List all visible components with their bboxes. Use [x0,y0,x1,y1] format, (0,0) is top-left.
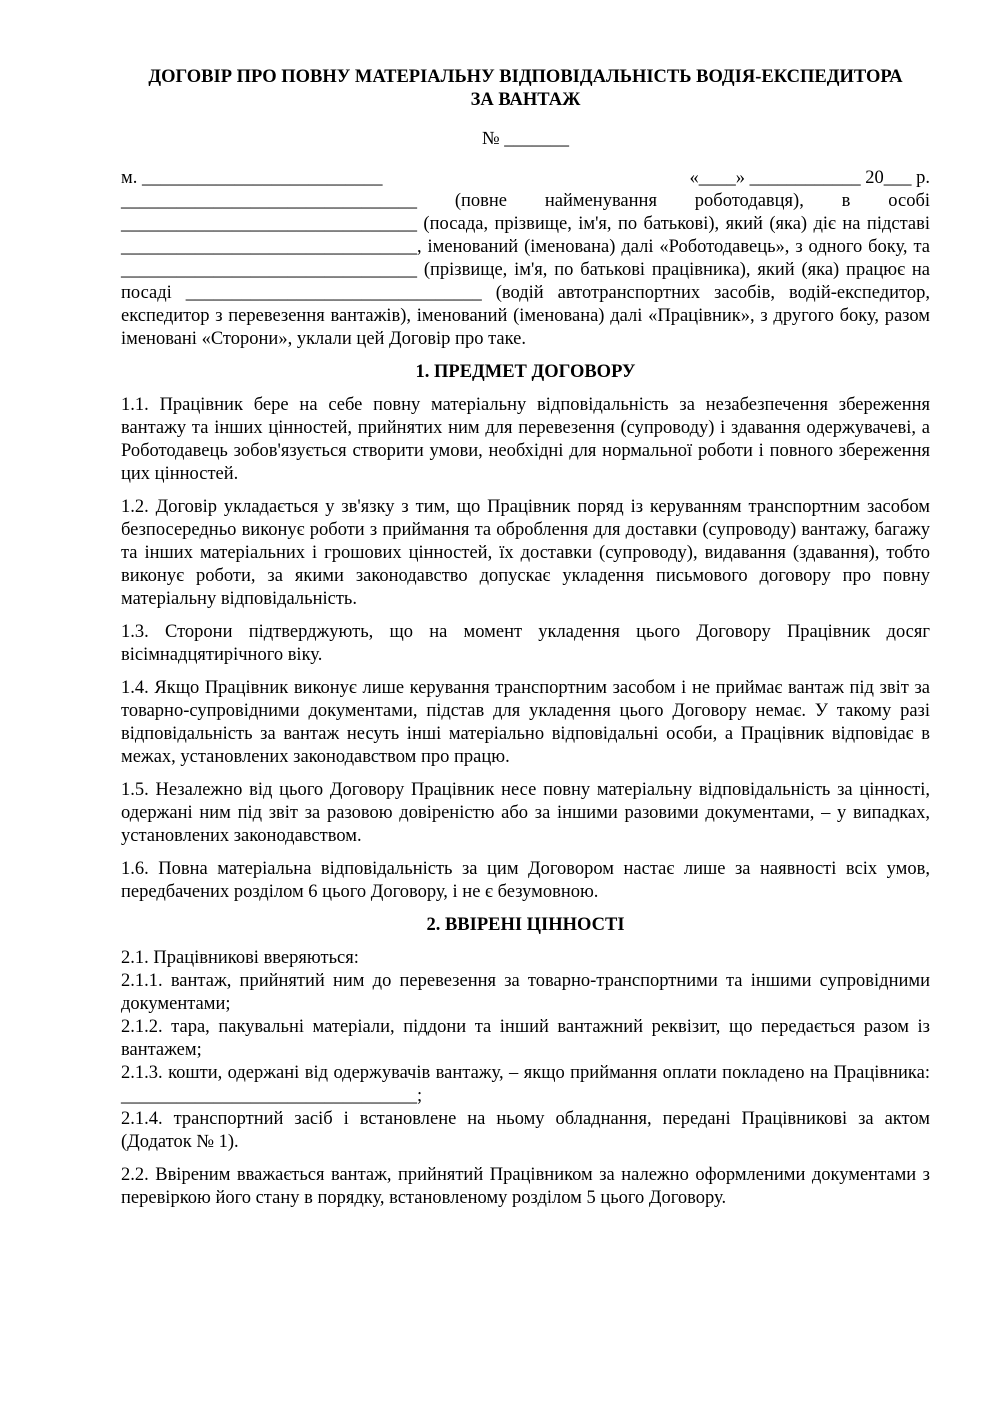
place-date-row [121,167,930,190]
document-page [121,66,930,1220]
clause-2-1-1: 2.1.1. вантаж, прийнятий ним до перевезення за товарно-транспортними та іншими супровідними документами; [121,971,930,1014]
section-2-heading: 2. ВВІРЕНІ ЦІННОСТІ [426,915,625,935]
clause-2-1-4: 2.1.4. транспортний засіб і встановлене на ньому обладнання, передані Працівникові за актом (Додаток № 1). [121,1109,930,1152]
parties-paragraph: ________________________________ (повне найменування роботодавця), в особі ________________________________ (посада, прізвище, ім'я, по батькові), який (яка) діє на підставі ________________________________, іменований (іменована) далі «Роботодавець», з одного боку, та ________________________________ (прізвище, ім'я, по батькові працівника), який (яка) працює на посаді ________________________________ (водій автотранспортних засобів, водій-експедитор, експедитор з перевезення вантажів), іменований (іменована) далі «Працівник», з другого боку, разом іменовані «Сторони», уклали цей Договір про таке. [121,191,930,349]
place-field: м. __________________________ [121,168,383,188]
clause-1-6: 1.6. Повна матеріальна відповідальність за цим Договором настає лише за наявності всіх умов, передбачених розділом 6 цього Договору, і не є безумовною. [121,859,930,902]
document-number: № _______ [481,129,570,149]
document-title: ДОГОВІР ПРО ПОВНУ МАТЕРІАЛЬНУ ВІДПОВІДАЛЬНІСТЬ ВОДІЯ-ЕКСПЕДИТОРА ЗА ВАНТАЖ [148,67,903,110]
clause-1-3: 1.3. Сторони підтверджують, що на момент укладення цього Договору Працівник досяг вісімнадцятирічного віку. [121,622,930,665]
clause-2-1-3: 2.1.3. кошти, одержані від одержувачів вантажу, – якщо приймання оплати покладено на Працівника: ________________________________; [121,1063,930,1106]
clause-1-1: 1.1. Працівник бере на себе повну матеріальну відповідальність за незабезпечення збереження вантажу та інших цінностей, прийнятих ним для перевезення (супроводу) і здавання одержувачеві, а Роботодавець зобов'язується створити умови, необхідні для нормальної роботи і повного збереження цих цінностей. [121,395,930,484]
clause-2-1: 2.1. Працівникові вверяються: [121,948,359,968]
clause-1-4: 1.4. Якщо Працівник виконує лише керування транспортним засобом і не приймає вантаж під звіт за товарно-супровідними документами, підстав для укладення цього Договору немає. У такому разі відповідальність за вантаж несуть інші матеріально відповідальні особи, а Працівник відповідає в межах, установлених законодавством про працю. [121,678,930,767]
clause-2-2: 2.2. Ввіреним вважається вантаж, прийнятий Працівником за належно оформленими документами з перевіркою його стану в порядку, встановленому розділом 5 цього Договору. [121,1165,930,1208]
section-1-heading: 1. ПРЕДМЕТ ДОГОВОРУ [415,362,636,382]
date-field: «____» ____________ 20___ р. [689,168,930,188]
clause-1-5: 1.5. Незалежно від цього Договору Працівник несе повну матеріальну відповідальність за цінності, одержані ним під звіт за разовою довіреністю або за іншими разовими документами, – у випадках, установлених законодавством. [121,780,930,846]
clause-2-1-2: 2.1.2. тара, пакувальні матеріали, піддони та інший вантажний реквізит, що передається разом із вантажем; [121,1017,930,1060]
clause-1-2: 1.2. Договір укладається у зв'язку з тим, що Працівник поряд із керуванням транспортним засобом безпосередньо виконує роботи з приймання та оброблення для доставки (супроводу) вантажу, багажу та інших матеріальних і грошових цінностей, їх доставки (супроводу), видавання (здавання), тобто виконує роботи, за якими законодавство допускає укладення письмового договору про повну матеріальну відповідальність. [121,497,930,609]
